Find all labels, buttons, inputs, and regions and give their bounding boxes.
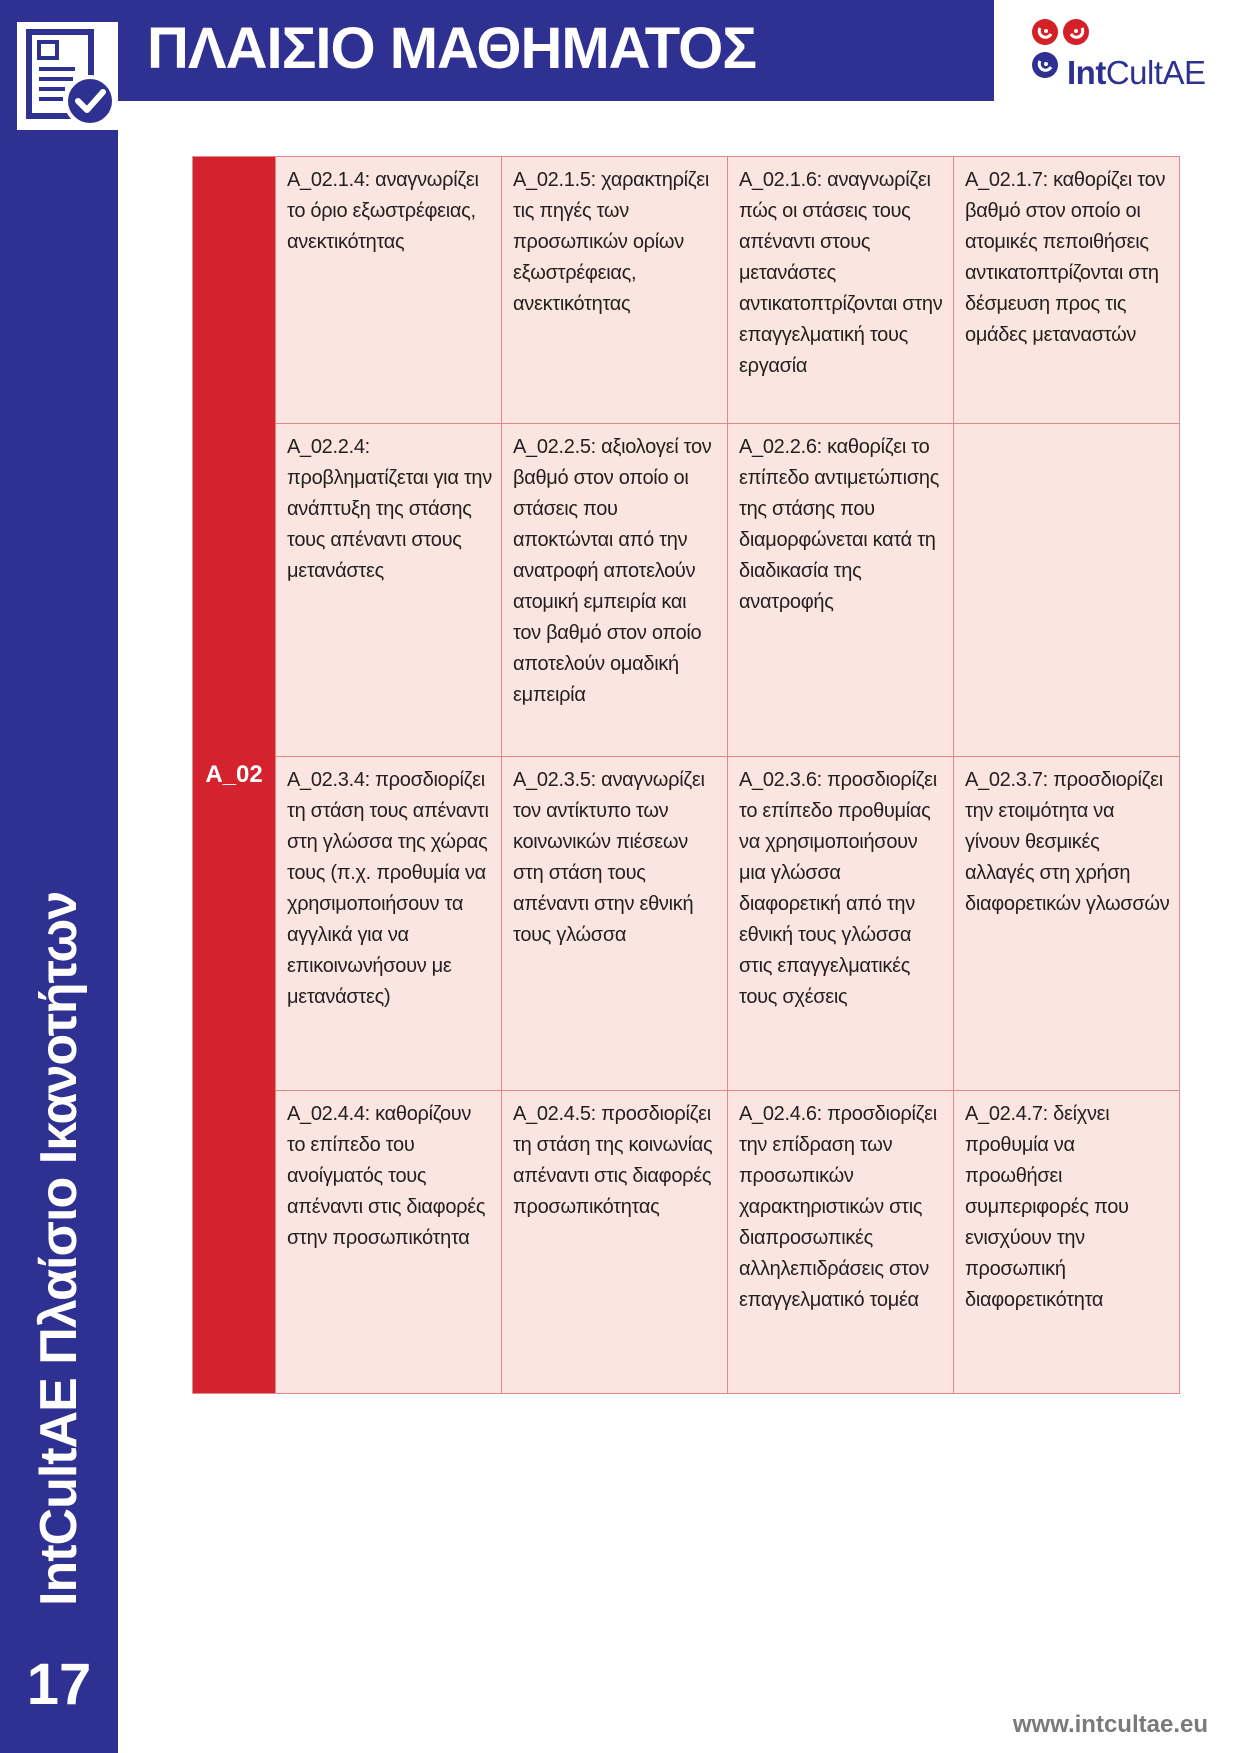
table-cell: A_02.1.5: χαρακτηρίζει τις πηγές των προσωπικών ορίων εξωστρέφειας, ανεκτικότητας bbox=[502, 157, 728, 424]
logo bbox=[1031, 18, 1216, 94]
table-cell: A_02.4.4: καθορίζουν το επίπεδο του ανοίγματός τους απέναντι στις διαφορές στην προσωπικότητα bbox=[276, 1091, 502, 1394]
footer-website-link[interactable]: www.intcultae.eu bbox=[1012, 1711, 1208, 1738]
table-cell-empty bbox=[954, 424, 1180, 757]
document-check-icon bbox=[17, 22, 118, 130]
table-cell: A_02.4.6: προσδιορίζει την επίδραση των προσωπικών χαρακτηριστικών στις διαπροσωπικές αλληλεπιδράσεις στον επαγγελματικό τομέα bbox=[728, 1091, 954, 1394]
logo-wordmark-int: Int bbox=[1067, 54, 1106, 91]
table-cell: A_02.3.6: προσδιορίζει το επίπεδο προθυμίας να χρησιμοποιήσουν μια γλώσσα διαφορετική από την εθνική τους γλώσσα στις επαγγελματικές τους σχέσεις bbox=[728, 757, 954, 1091]
table-cell: A_02.3.4: προσδιορίζει τη στάση τους απέναντι στη γλώσσα της χώρας τους (π.χ. προθυμία να χρησιμοποιήσουν τα αγγλικά για να επικοινωνήσουν με μετανάστες) bbox=[276, 757, 502, 1091]
table-row bbox=[193, 757, 1180, 1091]
table-cell: A_02.2.6: καθορίζει το επίπεδο αντιμετώπισης της στάσης που διαμορφώνεται κατά τη διαδικασία της ανατροφής bbox=[728, 424, 954, 757]
table-cell: A_02.2.5: αξιολογεί τον βαθμό στον οποίο οι στάσεις που αποκτώνται από την ανατροφή αποτελούν ατομική εμπειρία και τον βαθμό στον οποίο αποτελούν ομαδική εμπειρία bbox=[502, 424, 728, 757]
table-cell: A_02.4.7: δείχνει προθυμία να προωθήσει συμπεριφορές που ενισχύουν την προσωπική διαφορετικότητα bbox=[954, 1091, 1180, 1394]
sidebar-title: IntCultAE Πλαίσιο Ικανοτήτων bbox=[30, 891, 88, 1606]
table-cell: A_02.3.5: αναγνωρίζει τον αντίκτυπο των κοινωνικών πιέσεων στη στάση τους απέναντι στην εθνική τους γλώσσα bbox=[502, 757, 728, 1091]
table-cell: A_02.3.7: προσδιορίζει την ετοιμότητα να γίνουν θεσμικές αλλαγές στη χρήση διαφορετικών γλωσσών bbox=[954, 757, 1180, 1091]
table-cell: A_02.1.7: καθορίζει τον βαθμό στον οποίο οι ατομικές πεποιθήσεις αντικατοπτρίζονται στη δέσμευση προς τις ομάδες μεταναστών bbox=[954, 157, 1180, 424]
table-cell: A_02.1.4: αναγνωρίζει το όριο εξωστρέφειας, ανεκτικότητας bbox=[276, 157, 502, 424]
page-number: 17 bbox=[26, 1652, 92, 1717]
logo-wordmark-cultae: CultAE bbox=[1105, 54, 1206, 91]
table-row bbox=[193, 424, 1180, 757]
page-title: ΠΛΑΙΣΙΟ ΜΑΘΗΜΑΤΟΣ bbox=[147, 16, 757, 81]
table-row bbox=[193, 157, 1180, 424]
table-row bbox=[193, 1091, 1180, 1394]
row-header-a02: A_02 bbox=[193, 157, 276, 1394]
logo-wordmark bbox=[1067, 54, 1206, 92]
table-cell: A_02.4.5: προσδιορίζει τη στάση της κοινωνίας απέναντι στις διαφορές προσωπικότητας bbox=[502, 1091, 728, 1394]
table-cell: A_02.1.6: αναγνωρίζει πώς οι στάσεις τους απέναντι στους μετανάστες αντικατοπτρίζονται στην επαγγελματική τους εργασία bbox=[728, 157, 954, 424]
competence-table bbox=[192, 156, 1180, 1394]
table-cell: A_02.2.4: προβληματίζεται για την ανάπτυξη της στάσης τους απέναντι στους μετανάστες bbox=[276, 424, 502, 757]
